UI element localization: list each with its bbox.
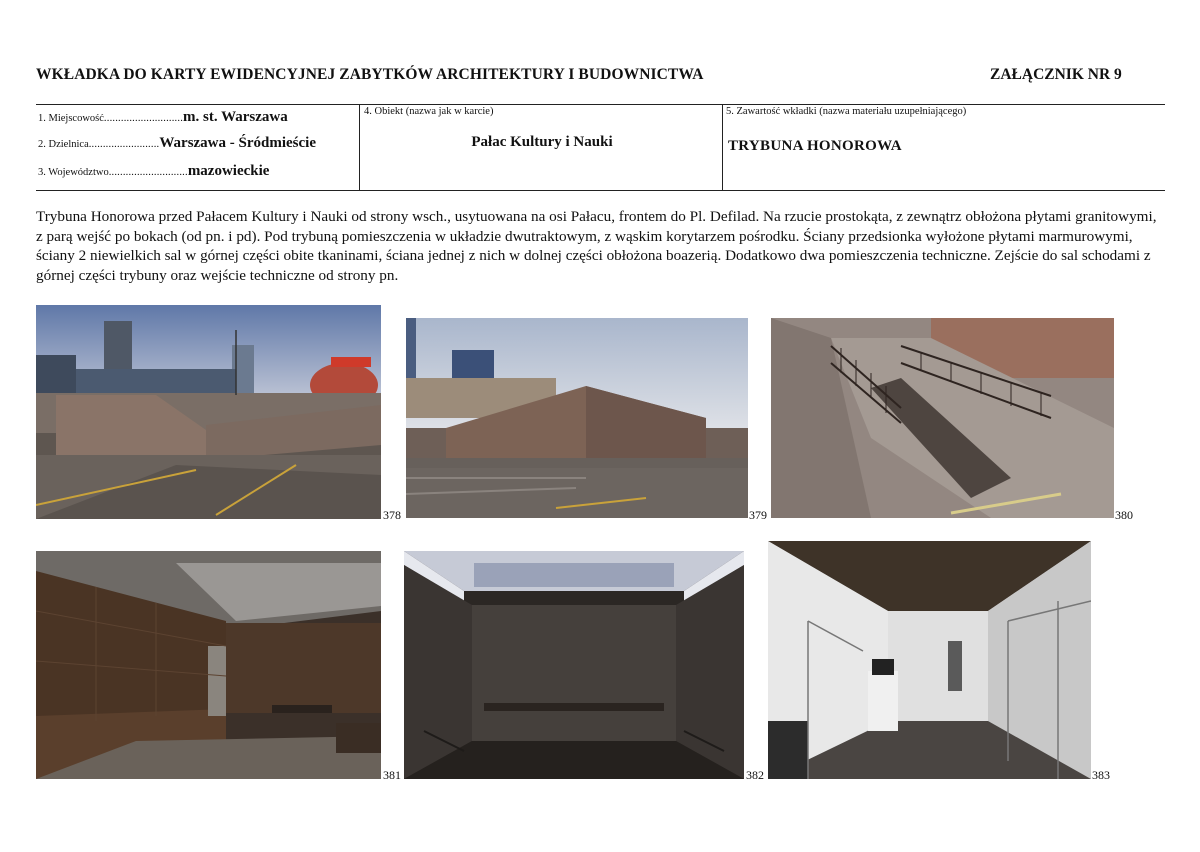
- photo-381: [36, 551, 381, 779]
- locality-value: m. st. Warszawa: [183, 109, 288, 125]
- form-divider-1: [359, 104, 360, 190]
- description-text: Trybuna Honorowa przed Pałacem Kultury i Nauki od strony wsch., usytuowana na osi Pałacu, frontem do Pl. Defilad. Na rzucie prostokąta, z zewnątrz obłożona płytami granitowymi, z parą wejść po bokach (od pn. i pd). Pod trybuną pomieszczenia w układzie dwutraktowym, z wąskim korytarzem pośrodku. Ściany przedsionka wyłożone płytami marmurowymi, ściany 2 niewielkich sal w górnej części obite tkaninami, ściana jednej z nich w dolnej części obłożona boazerią. Dodatkowo dwa pomieszczenia techniczne. Zejście do sal schodami z górnej części trybuny oraz wejście techniczne od strony pn.: [36, 208, 1157, 284]
- photo-382: [404, 551, 744, 779]
- photo-number-380: 380: [1115, 508, 1133, 522]
- photo-number-382: 382: [746, 768, 764, 782]
- district-label: 2. Dzielnica: [38, 139, 89, 150]
- photo-number-378: 378: [383, 508, 401, 522]
- locality-label: 1. Miejscowość: [38, 113, 104, 124]
- photo-383: [768, 541, 1091, 779]
- photo-378: [36, 305, 381, 519]
- voivodeship-label: 3. Województwo: [38, 167, 109, 178]
- photo-number-379: 379: [749, 508, 767, 522]
- content-value: TRYBUNA HONOROWA: [728, 138, 902, 154]
- form-bottom-border: [36, 190, 1165, 191]
- voivodeship-value: mazowieckie: [187, 163, 270, 179]
- photo-380-image: [771, 318, 1114, 518]
- photo-383-image: [768, 541, 1091, 779]
- photo-378-image: [36, 305, 381, 519]
- photo-380: [771, 318, 1114, 518]
- voivodeship-dots: ............................: [108, 167, 188, 178]
- photo-381-image: [36, 551, 381, 779]
- photo-382-image: [404, 551, 744, 779]
- district-value: Warszawa - Śródmieście: [159, 135, 316, 151]
- locality-field: [38, 108, 288, 126]
- object-label: 4. Obiekt (nazwa jak w karcie): [364, 106, 494, 117]
- document-title: WKŁADKA DO KARTY EWIDENCYJNEJ ZABYTKÓW ARCHITEKTURY I BUDOWNICTWA: [36, 66, 704, 83]
- form-top-border: [36, 104, 1165, 105]
- form-divider-2: [722, 104, 723, 190]
- object-value: Pałac Kultury i Nauki: [471, 134, 613, 150]
- voivodeship-field: [38, 162, 269, 180]
- photo-379: [406, 318, 748, 518]
- district-dots: .........................: [88, 139, 160, 150]
- district-field: [38, 134, 316, 152]
- content-label: 5. Zawartość wkładki (nazwa materiału uzupełniającego): [726, 106, 967, 117]
- photo-number-381: 381: [383, 768, 401, 782]
- annex-number: ZAŁĄCZNIK NR 9: [990, 66, 1122, 83]
- photo-number-383: 383: [1092, 768, 1110, 782]
- locality-dots: ............................: [103, 113, 184, 124]
- photo-379-image: [406, 318, 748, 518]
